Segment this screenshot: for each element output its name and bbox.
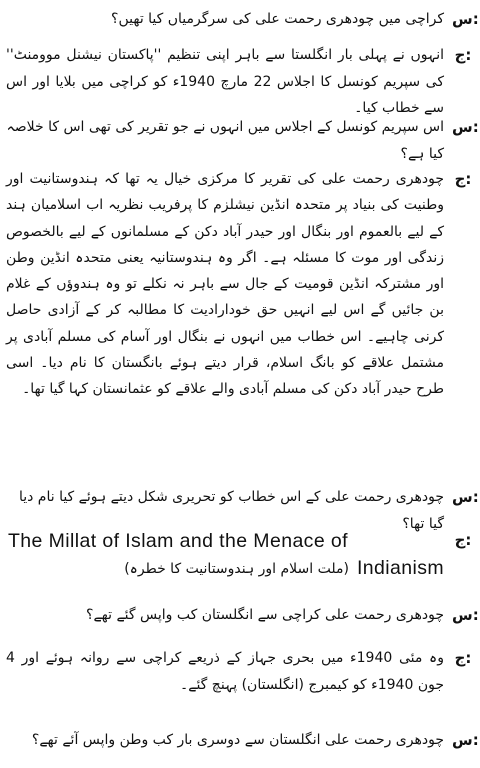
question-marker: س: — [452, 118, 479, 136]
answer-2 — [0, 166, 480, 456]
english-title-continuation — [8, 557, 444, 580]
question-text: اس سپریم کونسل کے اجلاس میں انہوں نے جو تقریر کی تھی اس کا خلاصہ کیا ہے؟ — [6, 119, 444, 162]
answer-marker: ج: — [454, 649, 472, 667]
answer-4 — [0, 645, 480, 703]
question-marker: س: — [452, 606, 479, 624]
question-3 — [0, 484, 480, 532]
answer-text: وہ مئی 1940ء میں بحری جہاز کے ذریعے کراچی سے روانہ ہوئے اور 4 جون 1940ء کو کیمبرج (انگلستان) پہنچ گئے۔ — [6, 650, 444, 693]
answer-marker: ج: — [454, 46, 472, 64]
urdu-gloss: (ملت اسلام اور ہندوستانیت کا خطرہ) — [124, 560, 349, 577]
question-4 — [0, 602, 480, 630]
answer-3 — [0, 527, 480, 589]
answer-1 — [0, 42, 480, 116]
answer-marker: ج: — [454, 170, 472, 188]
answer-marker: ج: — [454, 531, 472, 549]
question-2 — [0, 114, 480, 162]
question-5 — [0, 727, 480, 755]
question-text: چودھری رحمت علی کے اس خطاب کو تحریری شکل دیتے ہوئے کیا نام دیا گیا تھا؟ — [18, 489, 444, 532]
english-title-word: Indianism — [356, 557, 444, 579]
english-title: The Millat of Islam and the Menace of — [8, 530, 348, 552]
answer-text: انہوں نے پہلی بار انگلستا سے باہر اپنی تنظیم ''پاکستان نیشنل موومنٹ'' کی سپریم کونسل کا اجلاس 22 مارچ 1940ء کو کراچی میں بلایا اور اس سے خطاب کیا۔ — [6, 47, 444, 116]
question-marker: س: — [452, 10, 479, 28]
question-marker: س: — [452, 488, 479, 506]
question-text: چودھری رحمت علی کراچی سے انگلستان کب واپس گئے تھے؟ — [86, 607, 444, 623]
answer-text: چودھری رحمت علی کی تقریر کا مرکزی خیال یہ تھا کہ ہندوستانیت اور وطنیت کی بنیاد پر متحدہ انڈین نیشلزم کا پرفریب نظریہ اب اسلامیان ہند کے لیے بالعموم اور بنگال اور حیدر آباد دکن کے مسلمانوں کے لیے بالخصوص زندگی اور موت کا مسئلہ ہے۔ اگر وہ ہندوستانیہ یعنی متحدہ انڈین وطن اور مشترکہ انڈین قومیت کے جال سے باہر نہ نکلے تو وہ ہندوؤں کے غلام بن جائیں گے اس لیے انہیں حق خودارادیت کا مطالبہ کر کے آزادی حاصل کرنی چاہیے۔ اس خطاب میں انہوں نے بنگال اور آسام کی مسلم آبادی پر مشتمل علاقے کو بانگ اسلام، قرار دیتے ہوئے بانگستان کا نام دیا۔ اسی طرح حیدر آباد دکن کی مسلم آبادی والے علاقے کو عثمانستان کہا گیا تھا۔ — [6, 171, 444, 398]
question-text: کراچی میں چودھری رحمت علی کی سرگرمیاں کیا تھیں؟ — [111, 11, 444, 27]
question-1 — [0, 6, 480, 34]
question-marker: س: — [452, 731, 479, 749]
question-text: چودھری رحمت علی انگلستان سے دوسری بار کب وطن واپس آئے تھے؟ — [31, 732, 444, 748]
